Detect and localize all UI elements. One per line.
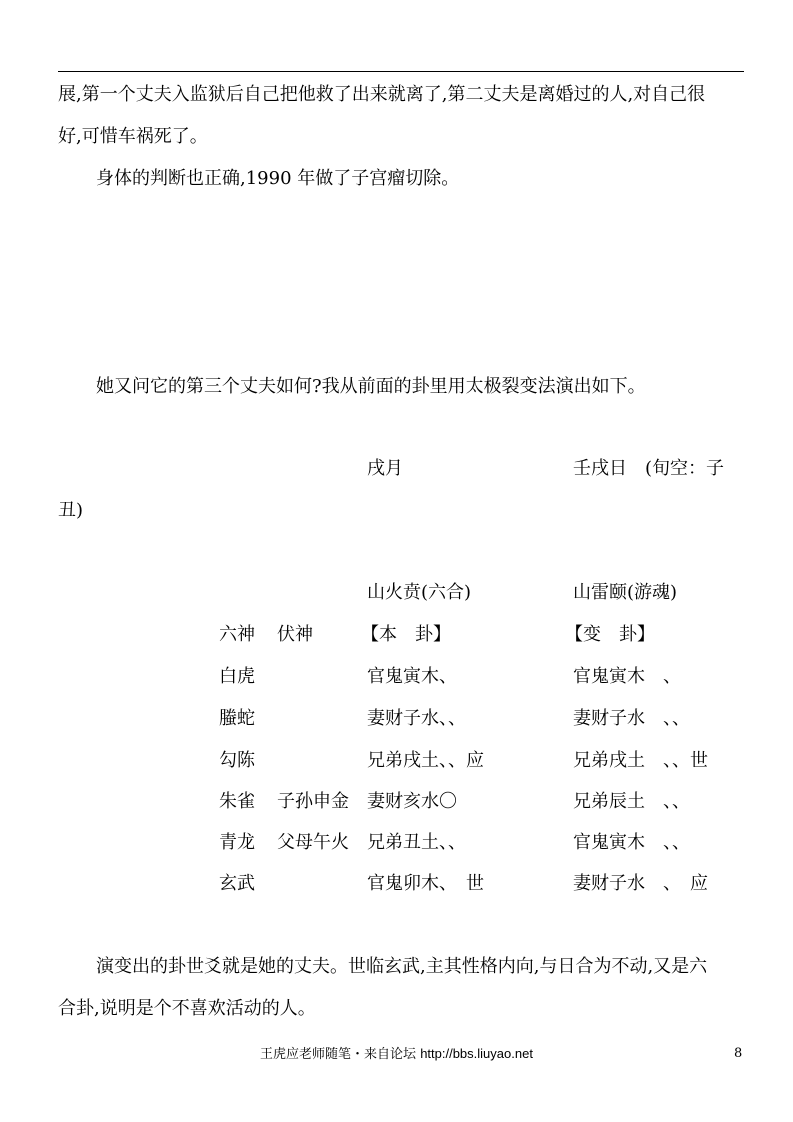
row-fushen: 父母午火 (277, 832, 349, 853)
row-changed-line: 妻财子水 、 应 (573, 873, 708, 894)
row-changed-line: 兄弟辰土 、、 (573, 791, 690, 812)
paragraph-4-line-1: 演变出的卦世爻就是她的丈夫。世临玄武,主其性格内向,与日合为不动,又是六 (96, 956, 708, 977)
row-base-line: 兄弟丑土、、 (367, 832, 466, 853)
paragraph-2: 身体的判断也正确,1990 年做了子宫瘤切除。 (96, 168, 460, 189)
header-rule (58, 71, 744, 72)
base-hexagram-name: 山火贲(六合) (367, 582, 472, 603)
chart-month: 戌月 (367, 458, 403, 479)
paragraph-1-line-2: 好,可惜车祸死了。 (58, 126, 208, 147)
row-base-line: 官鬼卯木、 世 (367, 873, 484, 894)
paragraph-4-line-2: 合卦,说明是个不喜欢活动的人。 (58, 998, 316, 1019)
footer-url: http://bbs.liuyao.net (420, 1046, 533, 1061)
row-base-line: 官鬼寅木、 (367, 666, 457, 687)
row-changed-line: 兄弟戌土 、、世 (573, 750, 708, 771)
header-liushen: 六神 (219, 624, 255, 645)
row-changed-line: 官鬼寅木 、 (573, 666, 681, 687)
header-fushen: 伏神 (277, 624, 313, 645)
chart-day: 壬戌日 (旬空：子 (573, 458, 725, 479)
row-base-line: 兄弟戌土、、应 (367, 750, 484, 771)
header-base: 【本 卦】 (361, 624, 451, 645)
page-number: 8 (734, 1046, 743, 1061)
header-changed: 【变 卦】 (565, 624, 655, 645)
row-liushen: 玄武 (219, 873, 255, 894)
row-liushen: 螣蛇 (219, 708, 255, 729)
page-footer (0, 1045, 793, 1064)
paragraph-1-line-1: 展,第一个丈夫入监狱后自己把他救了出来就离了,第二丈夫是离婚过的人,对自己很 (58, 84, 706, 105)
row-liushen: 朱雀 (219, 791, 255, 812)
changed-hexagram-name: 山雷颐(游魂) (573, 582, 678, 603)
row-changed-line: 官鬼寅木 、、 (573, 832, 690, 853)
footer-text: 王虎应老师随笔・来自论坛 (260, 1047, 421, 1062)
chart-day-continued: 丑) (58, 500, 84, 521)
row-fushen: 子孙申金 (277, 791, 349, 812)
paragraph-3: 她又问它的第三个丈夫如何?我从前面的卦里用太极裂变法演出如下。 (96, 376, 646, 397)
row-liushen: 青龙 (219, 832, 255, 853)
row-liushen: 白虎 (219, 666, 255, 687)
row-base-line: 妻财子水、、 (367, 708, 466, 729)
row-changed-line: 妻财子水 、、 (573, 708, 690, 729)
row-liushen: 勾陈 (219, 750, 255, 771)
row-base-line: 妻财亥水〇 (367, 791, 457, 812)
